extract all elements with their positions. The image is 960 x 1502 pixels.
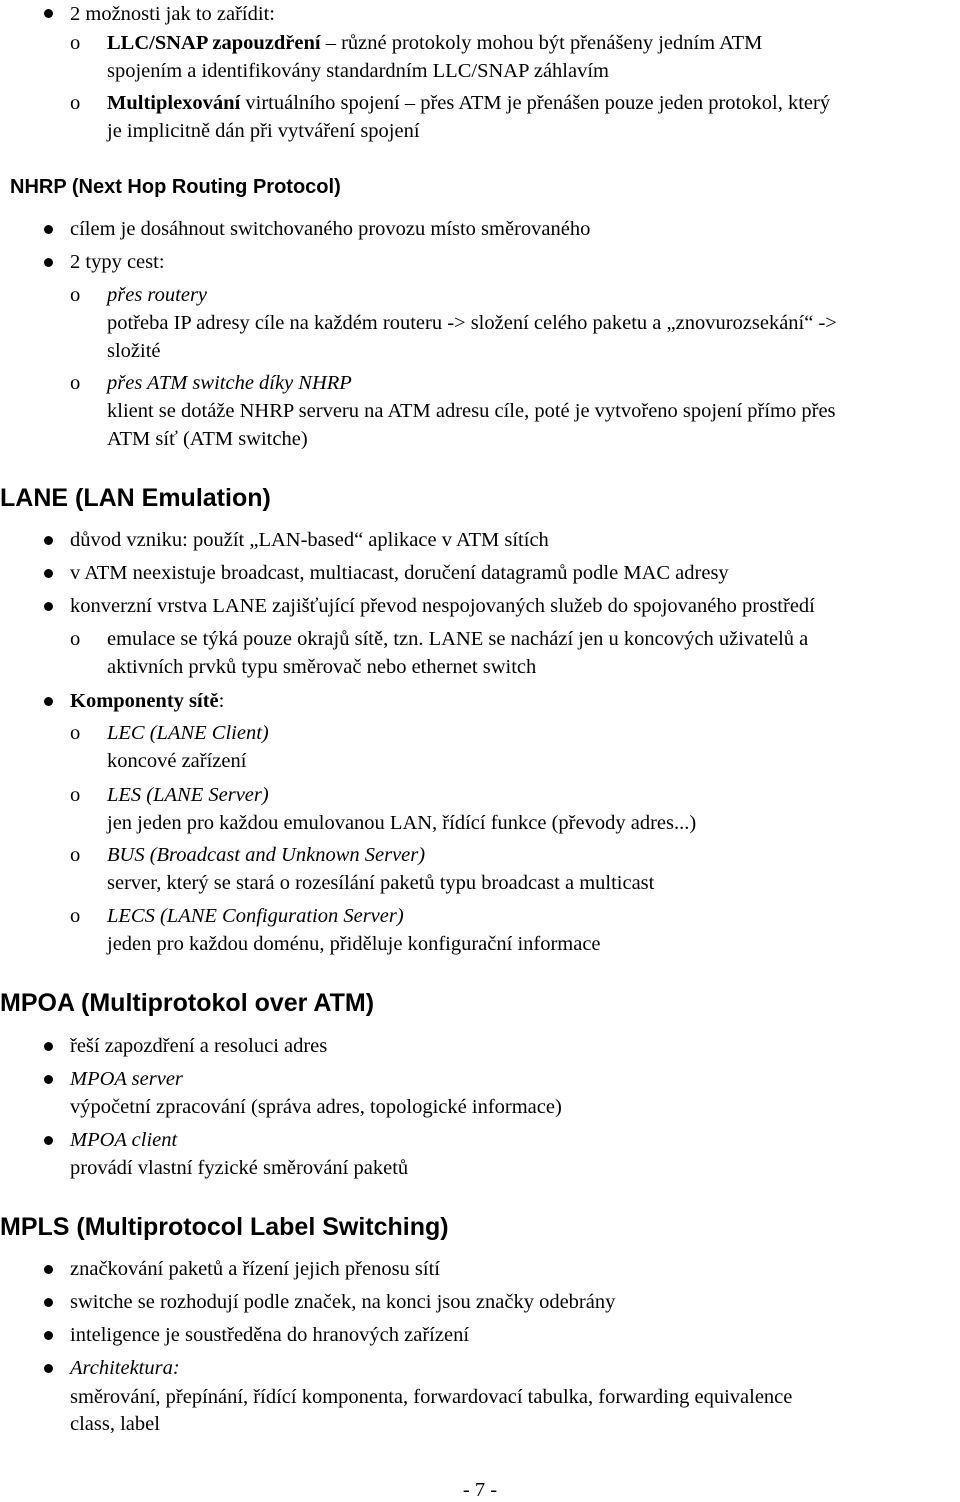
section-heading-nhrp: NHRP (Next Hop Routing Protocol) xyxy=(10,176,341,198)
text: – různé protokoly mohou být přenášeny jedním ATM xyxy=(320,32,763,54)
bullet-icon xyxy=(44,602,53,611)
bullet-icon xyxy=(44,569,53,578)
list-item-desc: jen jeden pro každou emulovanou LAN, řídící funkce (převody adres...) xyxy=(107,812,697,834)
list-item-desc: složité xyxy=(107,340,161,362)
bullet-icon xyxy=(44,258,53,267)
bullet-icon xyxy=(44,536,53,545)
list-item-desc: provádí vlastní fyzické směrování paketů xyxy=(70,1157,409,1179)
sub-bullet-icon: o xyxy=(70,784,81,806)
list-item-desc: klient se dotáže NHRP serveru na ATM adresu cíle, poté je vytvořeno spojení přímo přes xyxy=(107,400,836,422)
sub-bullet-icon: o xyxy=(70,722,81,744)
list-item-desc: jeden pro každou doménu, přiděluje konfigurační informace xyxy=(107,933,601,955)
term: LEC (LANE Client) xyxy=(107,722,269,744)
list-item-desc: class, label xyxy=(70,1413,160,1435)
bullet-icon xyxy=(44,1298,53,1307)
list-item-title xyxy=(107,904,404,928)
section-heading-mpls: MPLS (Multiprotocol Label Switching) xyxy=(0,1213,449,1241)
sub-bullet-icon: o xyxy=(70,284,81,306)
list-item xyxy=(107,31,762,55)
list-item-desc: koncové zařízení xyxy=(107,750,247,772)
list-item-title xyxy=(107,843,425,867)
bullet-icon xyxy=(44,225,53,234)
list-item-title xyxy=(107,721,269,745)
bullet-icon xyxy=(44,1136,53,1145)
list-item-title xyxy=(70,1128,177,1152)
term: Komponenty sítě xyxy=(70,690,219,712)
list-item xyxy=(107,91,830,115)
list-item: značkování paketů a řízení jejich přenosu sítí xyxy=(70,1258,441,1280)
page-number: - 7 - xyxy=(462,1479,498,1501)
section-heading-mpoa: MPOA (Multiprotokol over ATM) xyxy=(0,989,375,1017)
bullet-icon xyxy=(44,1364,53,1373)
term: BUS (Broadcast and Unknown Server) xyxy=(107,844,426,866)
list-item-desc: potřeba IP adresy cíle na každém routeru -> složení celého paketu a „znovurozsekání“ -> xyxy=(107,312,837,334)
sub-bullet-icon: o xyxy=(70,372,81,394)
list-item-title xyxy=(107,371,352,395)
bullet-icon xyxy=(44,1331,53,1340)
list-item: switche se rozhodují podle značek, na konci jsou značky odebrány xyxy=(70,1291,616,1313)
term: Multiplexování xyxy=(107,92,241,114)
list-item: emulace se týká pouze okrajů sítě, tzn. LANE se nachází jen u koncových uživatelů a xyxy=(107,628,809,650)
sub-bullet-icon: o xyxy=(70,628,81,650)
list-item: 2 možnosti jak to zařídit: xyxy=(70,3,275,25)
term: Architektura: xyxy=(70,1357,180,1379)
term: LES (LANE Server) xyxy=(107,784,269,806)
list-item-title xyxy=(70,1067,183,1091)
text: virtuálního spojení – přes ATM je přenášen pouze jeden protokol, který xyxy=(240,92,831,114)
list-item-desc: ATM síť (ATM switche) xyxy=(107,428,308,450)
sub-bullet-icon: o xyxy=(70,32,81,54)
list-item: inteligence je soustředěna do hranových zařízení xyxy=(70,1324,470,1346)
list-item-desc: výpočetní zpracování (správa adres, topologické informace) xyxy=(70,1096,562,1118)
list-item-desc: směrování, přepínání, řídící komponenta, forwardovací tabulka, forwarding equivalence xyxy=(70,1386,793,1408)
list-item: cílem je dosáhnout switchovaného provozu místo směrovaného xyxy=(70,218,591,240)
list-item-continuation: spojením a identifikovány standardním LLC/SNAP záhlavím xyxy=(107,60,609,82)
bullet-icon xyxy=(44,1042,53,1051)
list-item-title xyxy=(70,1356,180,1380)
list-item-title xyxy=(107,783,269,807)
sub-bullet-icon: o xyxy=(70,92,81,114)
term: přes routery xyxy=(107,284,208,306)
list-item: 2 typy cest: xyxy=(70,251,165,273)
list-item: řeší zapozdření a resoluci adres xyxy=(70,1035,328,1057)
list-item: konverzní vrstva LANE zajišťující převod nespojovaných služeb do spojovaného prostředí xyxy=(70,595,815,617)
term: LLC/SNAP zapouzdření xyxy=(107,32,321,54)
term: MPOA server xyxy=(70,1068,183,1090)
term: LECS (LANE Configuration Server) xyxy=(107,905,404,927)
bullet-icon xyxy=(44,9,53,18)
list-item-title xyxy=(107,283,207,307)
sub-bullet-icon: o xyxy=(70,905,81,927)
bullet-icon xyxy=(44,697,53,706)
sub-bullet-icon: o xyxy=(70,844,81,866)
list-item-continuation: je implicitně dán při vytváření spojení xyxy=(107,120,420,142)
term: MPOA client xyxy=(70,1129,178,1151)
text: : xyxy=(218,690,225,712)
term: přes ATM switche díky NHRP xyxy=(107,372,352,394)
list-item-desc: server, který se stará o rozesílání paketů typu broadcast a multicast xyxy=(107,872,655,894)
list-item: v ATM neexistuje broadcast, multiacast, doručení datagramů podle MAC adresy xyxy=(70,562,729,584)
section-heading-lane: LANE (LAN Emulation) xyxy=(0,484,271,512)
list-item: důvod vzniku: použít „LAN-based“ aplikace v ATM sítích xyxy=(70,529,549,551)
bullet-icon xyxy=(44,1265,53,1274)
list-item-continuation: aktivních prvků typu směrovač nebo ethernet switch xyxy=(107,656,537,678)
bullet-icon xyxy=(44,1075,53,1084)
list-item xyxy=(70,689,224,713)
